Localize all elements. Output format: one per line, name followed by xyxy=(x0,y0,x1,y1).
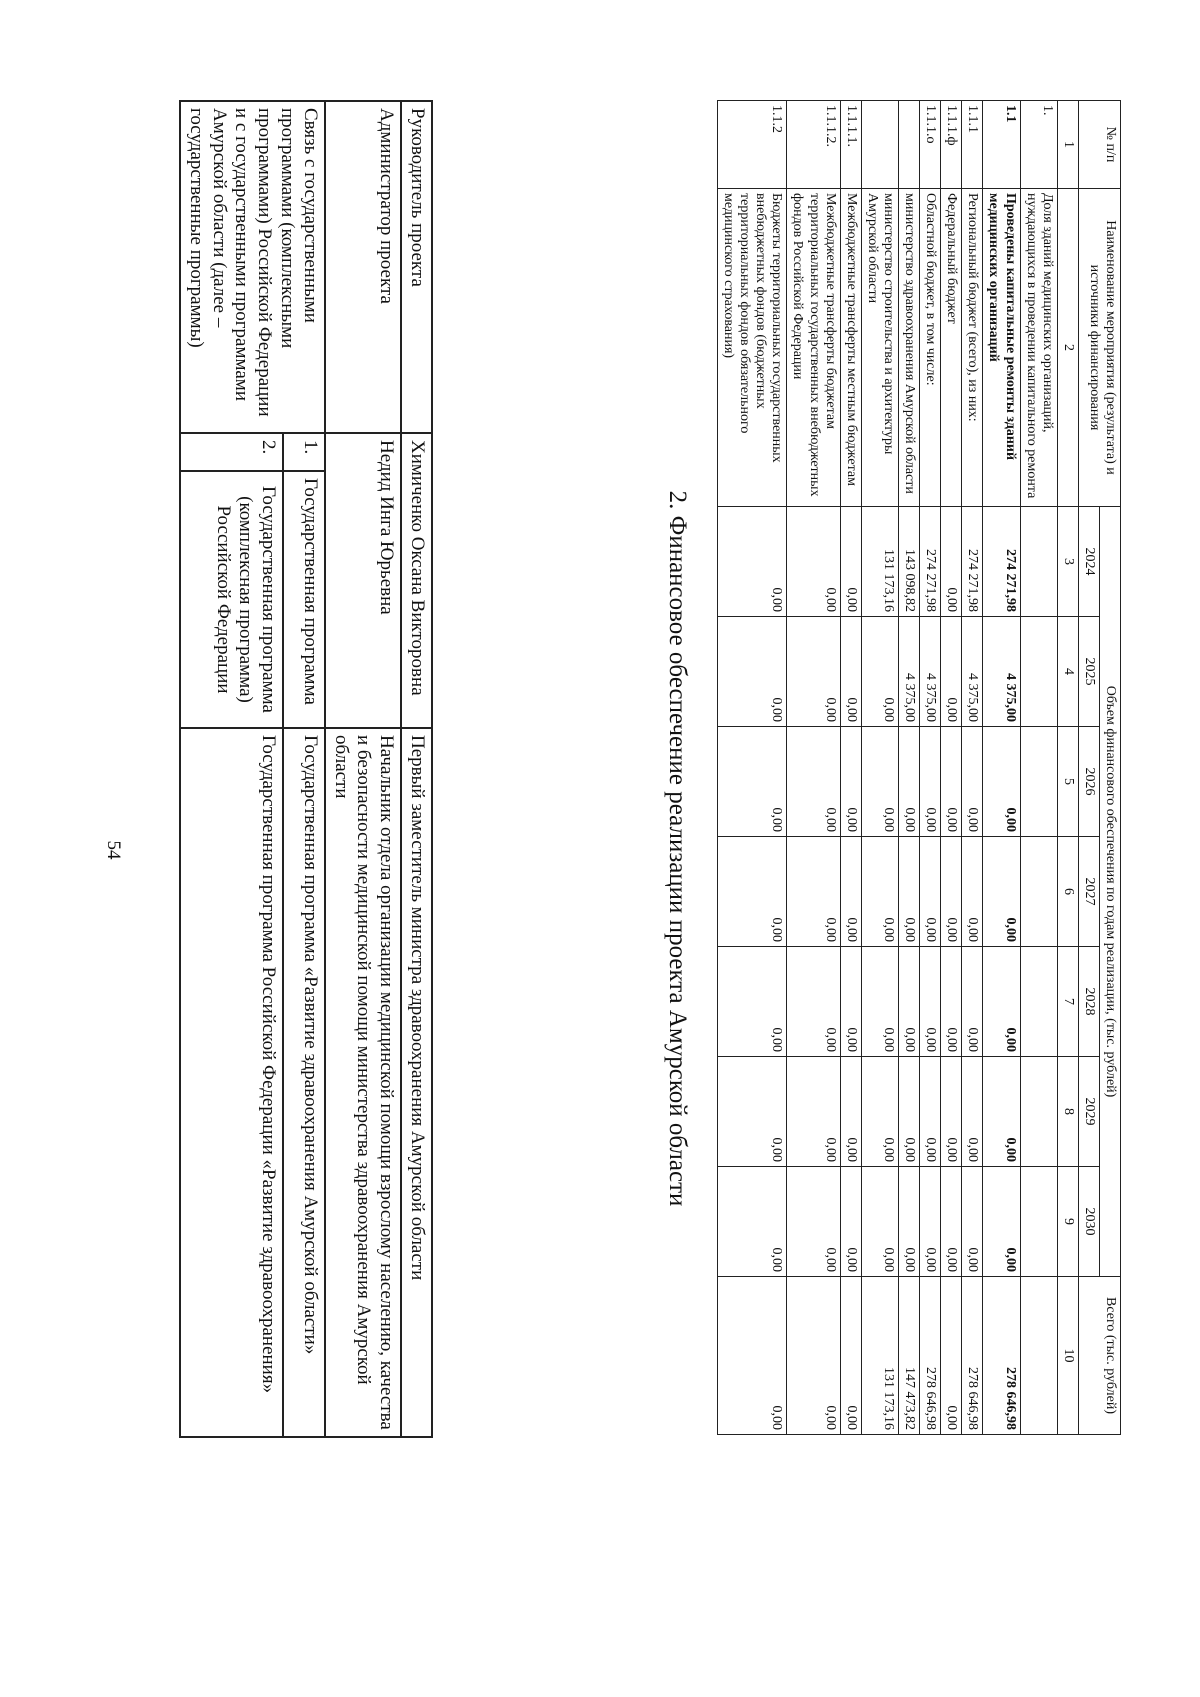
row-value: 274 271,98 xyxy=(920,507,941,617)
row-num: 1.1.1.2. xyxy=(787,101,840,189)
row-value: 0,00 xyxy=(941,617,962,727)
row-value: 0,00 xyxy=(861,617,898,727)
info-value: Недид Инга Юрьевна xyxy=(325,433,401,728)
row-value: 0,00 xyxy=(718,1057,787,1167)
column-index: 8 xyxy=(1057,1057,1078,1167)
column-index: 10 xyxy=(1057,1277,1078,1435)
row-value: 0,00 xyxy=(983,837,1020,947)
row-value: 0,00 xyxy=(840,727,861,837)
row-value: 0,00 xyxy=(861,1057,898,1167)
row-value: 0,00 xyxy=(718,1167,787,1277)
column-index: 9 xyxy=(1057,1167,1078,1277)
row-value: 0,00 xyxy=(898,727,919,837)
header-num: № п/п xyxy=(1078,101,1120,189)
row-value: 0,00 xyxy=(718,727,787,837)
row-value: 0,00 xyxy=(861,727,898,837)
row-total: 147 473,82 xyxy=(898,1277,919,1435)
row-value: 0,00 xyxy=(941,837,962,947)
row-num: 1.1.1.1. xyxy=(840,101,861,189)
header-row xyxy=(1099,101,1120,1435)
row-num: 1. xyxy=(1020,101,1057,189)
row-value: 0,00 xyxy=(920,837,941,947)
column-index-row xyxy=(1057,101,1078,1435)
row-value: 0,00 xyxy=(861,947,898,1057)
row-value: 0,00 xyxy=(941,727,962,837)
project-info-row xyxy=(401,101,432,1437)
row-value: 0,00 xyxy=(962,1167,983,1277)
program-name: Государственная программа (комплексная программа) Российской Федерации xyxy=(180,471,283,728)
row-name: Проведены капитальные ремонты зданий медицинских организаций xyxy=(983,189,1020,507)
row-total: 278 646,98 xyxy=(920,1277,941,1435)
row-total xyxy=(1020,1277,1057,1435)
table-row xyxy=(941,101,962,1435)
row-name: Областной бюджет, в том числе: xyxy=(920,189,941,507)
row-value: 0,00 xyxy=(787,727,840,837)
row-value xyxy=(1020,947,1057,1057)
program-num: 1. xyxy=(283,433,325,471)
header-year: 2030 xyxy=(1078,1167,1099,1277)
header-year: 2028 xyxy=(1078,947,1099,1057)
row-value xyxy=(1020,727,1057,837)
table-row xyxy=(787,101,840,1435)
row-total: 131 173,16 xyxy=(861,1277,898,1435)
program-row xyxy=(283,101,325,1437)
header-year: 2029 xyxy=(1078,1057,1099,1167)
table-row xyxy=(718,101,787,1435)
row-num xyxy=(898,101,919,189)
row-value xyxy=(1020,1167,1057,1277)
row-value: 0,00 xyxy=(962,947,983,1057)
header-year: 2025 xyxy=(1078,617,1099,727)
row-name: Межбюджетные трансферты бюджетам территориальных государственных внебюджетных фондов Российской Федерации xyxy=(787,189,840,507)
row-total: 0,00 xyxy=(941,1277,962,1435)
table-row xyxy=(1020,101,1057,1435)
row-value: 0,00 xyxy=(718,507,787,617)
row-value: 0,00 xyxy=(983,1057,1020,1167)
column-index: 6 xyxy=(1057,837,1078,947)
row-value: 0,00 xyxy=(898,1167,919,1277)
row-total: 0,00 xyxy=(718,1277,787,1435)
row-value: 0,00 xyxy=(941,1167,962,1277)
row-name: министерство здравоохранения Амурской области xyxy=(898,189,919,507)
page-number: 54 xyxy=(103,840,124,860)
header-year: 2027 xyxy=(1078,837,1099,947)
row-name: Межбюджетные трансферты местным бюджетам xyxy=(840,189,861,507)
row-value: 0,00 xyxy=(840,1167,861,1277)
row-value: 0,00 xyxy=(840,617,861,727)
table-row xyxy=(983,101,1020,1435)
column-index: 4 xyxy=(1057,617,1078,727)
row-value: 0,00 xyxy=(983,727,1020,837)
row-value: 0,00 xyxy=(983,947,1020,1057)
programs-label: Связь с государственными программами (комплексными программами) Российской Федерации и с государственными программами Амурской области (далее – государственные программы) xyxy=(180,101,325,433)
row-value xyxy=(1020,837,1057,947)
row-value: 0,00 xyxy=(840,1057,861,1167)
row-value: 0,00 xyxy=(861,837,898,947)
row-name: Бюджеты территориальных государственных внебюджетных фондов (бюджетных территориальных фондов обязательного медицинского страхования) xyxy=(718,189,787,507)
info-detail: Начальник отдела организации медицинской помощи взрослому населению, качества и безопасности медицинской помощи министерства здравоохранения Амурской области xyxy=(325,728,401,1437)
row-value: 0,00 xyxy=(718,837,787,947)
program-detail: Государственная программа «Развитие здравоохранения Амурской области» xyxy=(283,728,325,1437)
header-year: 2024 xyxy=(1078,507,1099,617)
row-value: 0,00 xyxy=(718,947,787,1057)
row-value: 0,00 xyxy=(840,837,861,947)
row-num: 1.1.1.ф xyxy=(941,101,962,189)
info-value: Химиченко Оксана Викторовна xyxy=(401,433,432,728)
row-total: 0,00 xyxy=(840,1277,861,1435)
column-index: 5 xyxy=(1057,727,1078,837)
row-value: 4 375,00 xyxy=(983,617,1020,727)
row-value: 0,00 xyxy=(787,1167,840,1277)
row-value: 0,00 xyxy=(920,1057,941,1167)
info-detail: Первый заместитель министра здравоохранения Амурской области xyxy=(401,728,432,1437)
row-name: Федеральный бюджет xyxy=(941,189,962,507)
row-num xyxy=(861,101,898,189)
finance-table-body xyxy=(718,101,1058,1435)
row-value: 0,00 xyxy=(941,1057,962,1167)
table-row xyxy=(920,101,941,1435)
header-name: Наименование мероприятия (результата) и источники финансирования xyxy=(1078,189,1120,507)
info-label: Администратор проекта xyxy=(325,101,401,433)
row-value: 274 271,98 xyxy=(983,507,1020,617)
row-total: 278 646,98 xyxy=(962,1277,983,1435)
row-value: 4 375,00 xyxy=(898,617,919,727)
table-row xyxy=(840,101,861,1435)
row-value: 0,00 xyxy=(787,837,840,947)
row-value xyxy=(1020,1057,1057,1167)
row-value: 0,00 xyxy=(941,507,962,617)
row-num: 1.1 xyxy=(983,101,1020,189)
row-name: Региональный бюджет (всего), из них: xyxy=(962,189,983,507)
info-label: Руководитель проекта xyxy=(401,101,432,433)
row-value: 0,00 xyxy=(962,727,983,837)
row-value: 274 271,98 xyxy=(962,507,983,617)
column-index: 3 xyxy=(1057,507,1078,617)
row-value: 0,00 xyxy=(787,1057,840,1167)
finance-table xyxy=(717,100,1121,1435)
column-index: 2 xyxy=(1057,189,1078,507)
row-value: 0,00 xyxy=(920,947,941,1057)
row-value: 0,00 xyxy=(898,1057,919,1167)
row-value: 0,00 xyxy=(920,727,941,837)
row-value: 0,00 xyxy=(840,507,861,617)
row-value: 0,00 xyxy=(861,1167,898,1277)
row-value xyxy=(1020,617,1057,727)
row-total: 0,00 xyxy=(787,1277,840,1435)
row-value: 0,00 xyxy=(962,1057,983,1167)
row-value xyxy=(1020,507,1057,617)
row-value: 4 375,00 xyxy=(962,617,983,727)
row-value: 143 098,82 xyxy=(898,507,919,617)
row-total: 278 646,98 xyxy=(983,1277,1020,1435)
row-name: министерство строительства и архитектуры Амурской области xyxy=(861,189,898,507)
table-row xyxy=(898,101,919,1435)
row-value: 0,00 xyxy=(983,1167,1020,1277)
row-value: 0,00 xyxy=(787,507,840,617)
row-value: 0,00 xyxy=(898,947,919,1057)
column-index: 1 xyxy=(1057,101,1078,189)
header-years-group: Объем финансового обеспечения по годам реализации, (тыс. рублей) xyxy=(1099,507,1120,1277)
header-year: 2026 xyxy=(1078,727,1099,837)
program-detail: Государственная программа Российской Федерации «Развитие здравоохранения» xyxy=(180,728,283,1437)
row-value: 0,00 xyxy=(718,617,787,727)
table-row xyxy=(861,101,898,1435)
header-total: Всего (тыс. рублей) xyxy=(1078,1277,1120,1435)
row-num: 1.1.1.о xyxy=(920,101,941,189)
row-value: 0,00 xyxy=(920,1167,941,1277)
row-value: 0,00 xyxy=(962,837,983,947)
row-num: 1.1.1 xyxy=(962,101,983,189)
column-index: 7 xyxy=(1057,947,1078,1057)
project-info-table xyxy=(179,100,433,1438)
row-value: 0,00 xyxy=(898,837,919,947)
section-title: 2. Финансовое обеспечение реализации проекта Амурской области xyxy=(664,490,691,1207)
row-value: 4 375,00 xyxy=(920,617,941,727)
program-name: Государственная программа xyxy=(283,471,325,728)
program-num: 2. xyxy=(180,433,283,471)
row-value: 131 173,16 xyxy=(861,507,898,617)
row-value: 0,00 xyxy=(787,617,840,727)
row-value: 0,00 xyxy=(787,947,840,1057)
row-num: 1.1.2 xyxy=(718,101,787,189)
table-row xyxy=(962,101,983,1435)
row-name: Доля зданий медицинских организаций, нуждающихся в проведении капитального ремонта xyxy=(1020,189,1057,507)
row-value: 0,00 xyxy=(941,947,962,1057)
project-info-row xyxy=(325,101,401,1437)
row-value: 0,00 xyxy=(840,947,861,1057)
